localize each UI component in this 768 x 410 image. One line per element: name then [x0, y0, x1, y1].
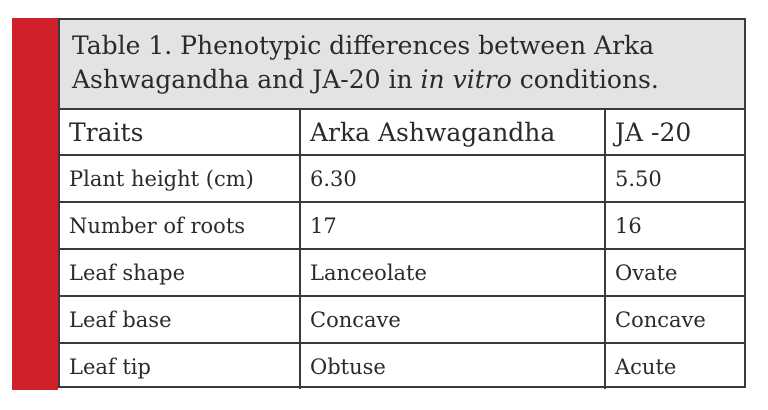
ja20-value-cell: Concave [605, 296, 744, 343]
ja20-value-cell: 16 [605, 202, 744, 249]
header-ja-20: JA -20 [605, 110, 744, 155]
phenotype-table-panel [58, 18, 746, 388]
arka-value-cell: Obtuse [300, 343, 605, 389]
arka-value-cell: Lanceolate [300, 249, 605, 296]
header-traits: Traits [60, 110, 300, 155]
caption-italic-text: in vitro [420, 65, 512, 94]
trait-cell: Leaf shape [60, 249, 300, 296]
arka-value-cell: Concave [300, 296, 605, 343]
caption-text: Table 1. Phenotypic differences between Arka Ashwagandha and JA-20 in [72, 31, 655, 94]
trait-cell: Leaf base [60, 296, 300, 343]
table-row [60, 249, 744, 296]
table-header-row [60, 110, 744, 155]
phenotype-table [60, 110, 744, 389]
ja20-value-cell: 5.50 [605, 155, 744, 202]
table-caption [60, 20, 744, 110]
ja20-value-cell: Acute [615, 354, 677, 379]
arka-value-cell: 6.30 [300, 155, 605, 202]
red-accent-bar [12, 18, 58, 390]
table-row [60, 155, 744, 202]
ja20-value-cell: Ovate [605, 249, 744, 296]
trait-cell: Leaf tip [60, 343, 300, 389]
table-row [60, 202, 744, 249]
arka-value-cell: 17 [300, 202, 605, 249]
trait-cell: Number of roots [60, 202, 300, 249]
caption-suffix-text: conditions. [511, 65, 659, 94]
trait-cell: Plant height (cm) [60, 155, 300, 202]
header-arka-ashwagandha: Arka Ashwagandha [300, 110, 605, 155]
table-row [60, 343, 744, 389]
table-row [60, 296, 744, 343]
